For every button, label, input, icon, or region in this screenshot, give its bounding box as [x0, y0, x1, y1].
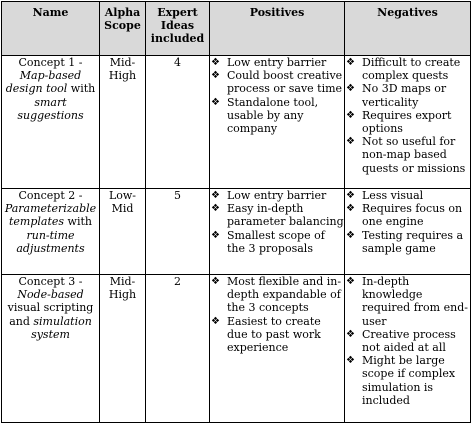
- list-item: ❖ Standalone tool, usable by any company: [211, 95, 319, 136]
- bullet-icon: ❖: [211, 57, 220, 68]
- bullet-icon: ❖: [211, 276, 220, 287]
- bullet-icon: ❖: [346, 83, 355, 95]
- list-item: ❖ In-depth knowledge required from end-user: [346, 275, 468, 328]
- list-item: ❖ Low entry barrier: [211, 189, 327, 202]
- expert-ideas-cell: 2: [146, 275, 210, 423]
- table-row: [2, 189, 471, 275]
- bullet-icon: ❖: [346, 109, 355, 121]
- list-item: ❖ Not so useful for non-map based quests or missions: [346, 135, 466, 175]
- table-row: [2, 275, 471, 423]
- alpha-scope-cell: Mid- High: [100, 56, 146, 189]
- list-item: ❖ Smallest scope of the 3 proposals: [211, 228, 325, 255]
- negatives-cell: [345, 189, 471, 275]
- bullet-icon: ❖: [346, 276, 355, 287]
- list-item: ❖ Easy in-depth parameter balancing: [211, 202, 344, 229]
- concept-name-cell: Concept 1 - Map-based design tool with smart suggestions: [2, 56, 100, 189]
- bullet-icon: ❖: [211, 190, 220, 201]
- concept-name-cell: Concept 2 - Parameterizable templates with run-time adjustments: [2, 189, 100, 275]
- header-negatives: Negatives: [345, 2, 471, 56]
- bullet-icon: ❖: [211, 229, 220, 241]
- list-item: ❖ Creative process not aided at all: [346, 327, 456, 355]
- expert-ideas-cell: 4: [146, 56, 210, 189]
- bullet-icon: ❖: [211, 315, 220, 327]
- bullet-icon: ❖: [346, 229, 355, 241]
- negatives-cell: [345, 56, 471, 189]
- bullet-icon: ❖: [346, 136, 355, 148]
- list-item: ❖ Easiest to create due to past work experience: [211, 314, 321, 355]
- list-item: ❖ Might be large scope if complex simulation is included: [346, 354, 456, 407]
- list-item: ❖ Less visual: [346, 189, 424, 202]
- bullet-icon: ❖: [211, 203, 220, 215]
- list-item: ❖ Could boost creative process or save time: [211, 69, 343, 96]
- negatives-cell: [345, 275, 471, 423]
- header-name: Name: [2, 2, 100, 56]
- bullet-icon: ❖: [211, 70, 220, 82]
- bullet-icon: ❖: [346, 190, 355, 201]
- header-expert-ideas: Expert Ideas included: [146, 2, 210, 56]
- alpha-scope-cell: Mid- High: [100, 275, 146, 423]
- list-item: ❖ Requires focus on one engine: [346, 202, 463, 229]
- positives-cell: [210, 189, 345, 275]
- concept-name-cell: Concept 3 - Node-based visual scripting and simulation system: [2, 275, 100, 423]
- positives-cell: [210, 56, 345, 189]
- list-item: ❖ No 3D maps or verticality: [346, 82, 447, 109]
- list-item: ❖ Low entry barrier: [211, 56, 327, 69]
- header-alpha-scope: Alpha Scope: [100, 2, 146, 56]
- bullet-icon: ❖: [211, 96, 220, 108]
- bullet-icon: ❖: [346, 328, 355, 340]
- list-item: ❖ Most flexible and in-depth expandable of the 3 concepts: [211, 275, 342, 315]
- expert-ideas-cell: 5: [146, 189, 210, 275]
- list-item: ❖ Requires export options: [346, 108, 452, 136]
- concepts-table: [1, 1, 471, 423]
- bullet-icon: ❖: [346, 355, 355, 367]
- bullet-icon: ❖: [346, 203, 355, 215]
- table-row: [2, 56, 471, 189]
- positives-cell: [210, 275, 345, 423]
- header-positives: Positives: [210, 2, 345, 56]
- list-item: ❖ Testing requires a sample game: [346, 228, 464, 255]
- alpha-scope-cell: Low- Mid: [100, 189, 146, 275]
- bullet-icon: ❖: [346, 57, 355, 68]
- list-item: ❖ Difficult to create complex quests: [346, 56, 461, 83]
- header-row: [2, 2, 471, 56]
